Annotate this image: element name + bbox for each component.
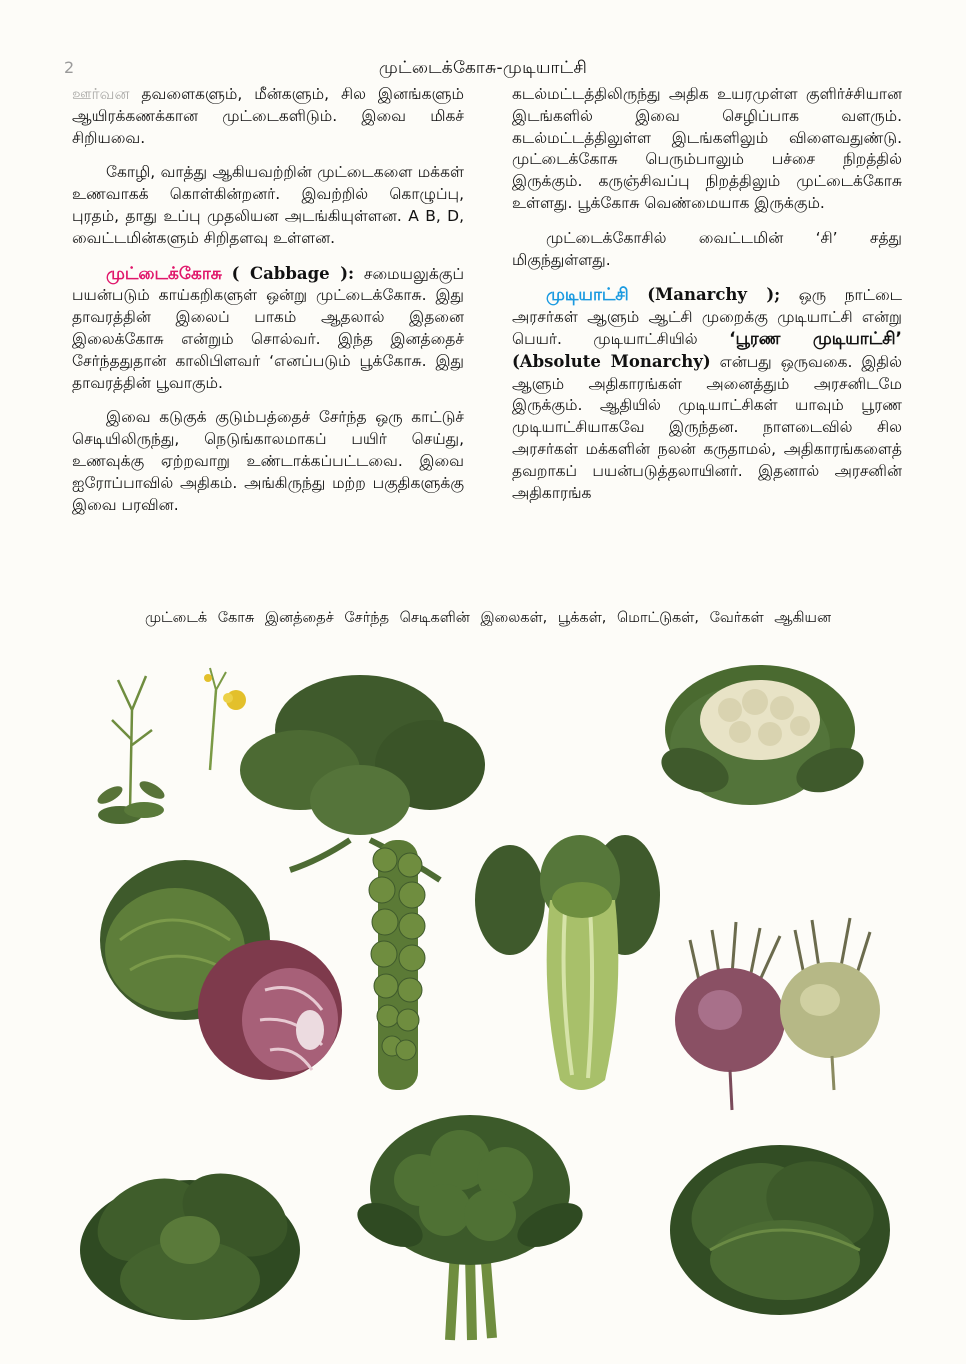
- entry-monarchy: [512, 284, 902, 504]
- illustration-caption: முட்டைக் கோசு இனத்தைச் சேர்ந்த செடிகளின் இலைகள், பூக்கள், மொட்டுகள், வேர்கள் ஆகியன: [144, 610, 832, 626]
- absolute-monarchy-tamil: ‘பூரண முடியாட்சி’: [729, 328, 902, 349]
- kale-left: [80, 1157, 301, 1320]
- monarchy-text-1: ஒரு நாட்டை அரசர்கள் ஆளும் ஆட்சி முறைக்கு முடியாட்சி என்று பெயர். முடியாட்சியில்: [512, 286, 902, 348]
- right-column: [512, 84, 902, 517]
- broccoli: [351, 1115, 590, 1340]
- cabbage-heading: முட்டைக்கோசு: [106, 263, 222, 284]
- left-column: [72, 84, 464, 529]
- paragraph-frogs-fish: [72, 84, 464, 149]
- running-title: முட்டைக்கோசு-முடியாட்சி: [378, 58, 588, 78]
- absolute-monarchy-english: (Absolute Monarchy): [512, 351, 711, 371]
- page-number: 2: [64, 58, 75, 77]
- chinese-cabbage: [475, 835, 660, 1090]
- cabbage-text: சமையலுக்குப் பயன்படும் காய்கறிகளுள் ஒன்று முட்டைக்கோசு. இது தாவரத்தின் இலைப் பாகம் ஆதலால் இதனை இலைக்கோசு என்றும் சொல்வர். இந்த இனத்தைச் சேர்ந்ததுதான் காலிபிளவர் ‘எனப்படும் பூக்கோசு. இது தாவரத்தின் பூவாகும்.: [72, 264, 464, 392]
- cabbage-english-term: ( Cabbage ):: [231, 263, 355, 283]
- kohlrabi: [675, 918, 880, 1110]
- monarchy-english-term: (Manarchy );: [647, 285, 781, 305]
- cauliflower: [655, 665, 869, 805]
- monarchy-text-2: என்பது ஒருவகை. இதில் ஆளும் அதிகாரங்கள் அனைத்தும் அரசனிடமே இருக்கும். ஆதியில் முடியாட்சிகள் யாவும் பூரண முடியாட்சியாகவே இருந்தன. நாளடைவில் சில அரசர்கள் மக்களின் நலன் கருதாமல், அதிகாரங்களைத் தவறாகப் பயன்படுத்தலாயினர். இதனால் அரசனின் அதிகாரங்க: [512, 352, 902, 502]
- paragraph-eggs-food: கோழி, வாத்து ஆகியவற்றின் முட்டைகளை மக்கள் உணவாகக் கொள்கின்றனர். இவற்றில் கொழுப்பு, புரதம், தாது உப்பு முதலியன அடங்கியுள்ளன. A B, D, வைட்டமின்களும் சிறிதளவு உள்ளன.: [72, 163, 464, 247]
- illustration-plate: [60, 650, 920, 1350]
- monarchy-heading: முடியாட்சி: [546, 285, 629, 306]
- entry-cabbage: [72, 263, 464, 395]
- green-and-red-cabbage: [100, 860, 342, 1080]
- paragraph-vitamin-c: முட்டைக்கோசில் வைட்டமின் ‘சி’ சத்து மிகுந்துள்ளது.: [512, 228, 902, 269]
- faded-word: ஊர்வன: [72, 85, 130, 103]
- brassica-illustration: [60, 650, 920, 1350]
- paragraph-origin: இவை கடுகுக் குடும்பத்தைச் சேர்ந்த ஒரு காட்டுச் செடியிலிருந்து, நெடுங்காலமாகப் பயிர் செய்து, உணவுக்கு ஏற்றவாறு உண்டாக்கப்பட்டவை. இவை ஐரோப்பாவில் அதிகம். அங்கிருந்து மற்ற பகுதிகளுக்கு இவை பரவின.: [72, 408, 464, 514]
- savoy-cabbage: [670, 1145, 890, 1315]
- paragraph-text: தவளைகளும், மீன்களும், சில இனங்களும் ஆயிரக்கணக்கான முட்டைகளிடும். இவை மிகச் சிறியவை.: [72, 85, 464, 147]
- paragraph-growing: கடல்மட்டத்திலிருந்து அதிக உயரமுள்ள குளிர்ச்சியான இடங்களில் இவை செழிப்பாக வளரும். கடல்மட்டத்திலுள்ள இடங்களிலும் விளைவதுண்டு. முட்டைக்கோசு பெரும்பாலும் பச்சை நிறத்தில் இருக்கும். கருஞ்சிவப்பு நிறத்திலும் முட்டைக்கோசு உள்ளது. பூக்கோசு வெண்மையாக இருக்கும்.: [512, 85, 902, 212]
- wild-mustard-plant: [95, 668, 246, 824]
